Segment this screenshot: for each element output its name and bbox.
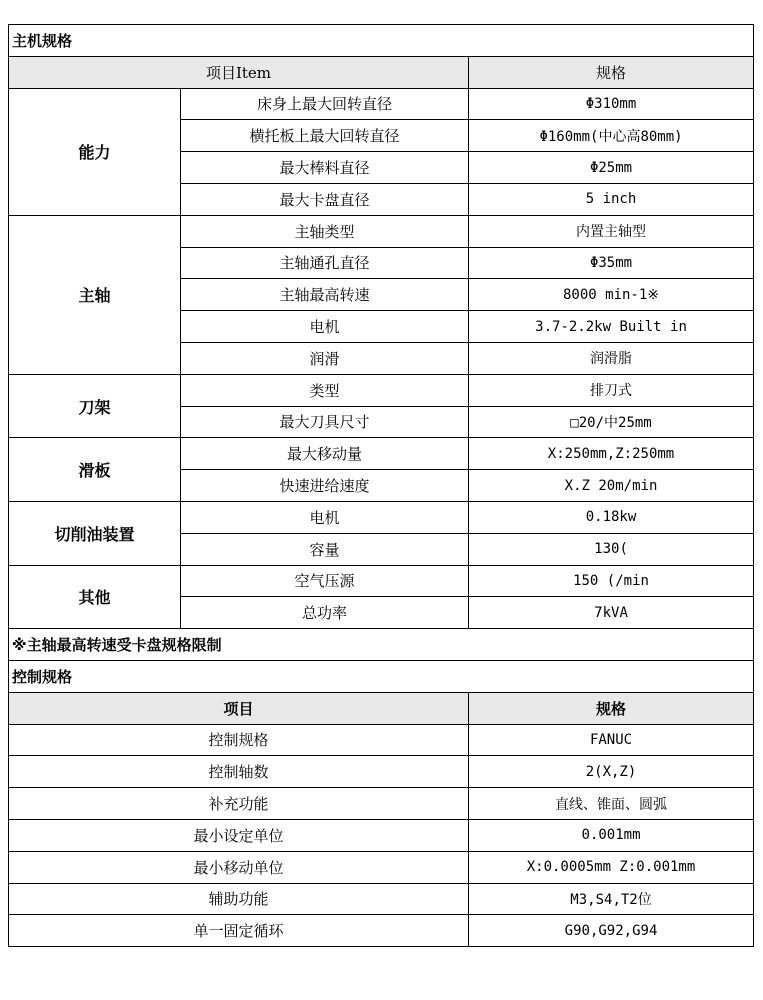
item-cell: 最大刀具尺寸 — [181, 406, 469, 438]
item-cell: 辅助功能 — [9, 883, 469, 915]
category-turret: 刀架 — [9, 374, 181, 438]
item-cell: 空气压源 — [181, 565, 469, 597]
value-cell: 排刀式 — [469, 374, 754, 406]
table-row — [9, 565, 754, 597]
value-cell: 5 inch — [469, 183, 754, 215]
section-row — [9, 25, 754, 57]
item-cell: 最大棒料直径 — [181, 152, 469, 184]
item-cell: 单一固定循环 — [9, 915, 469, 947]
item-cell: 最大卡盘直径 — [181, 183, 469, 215]
value-cell: 2(X,Z) — [469, 756, 754, 788]
item-cell: 类型 — [181, 374, 469, 406]
note-row — [9, 629, 754, 661]
value-cell: Φ310mm — [469, 88, 754, 120]
value-cell: 内置主轴型 — [469, 215, 754, 247]
table-row — [9, 851, 754, 883]
item-cell: 控制轴数 — [9, 756, 469, 788]
value-cell: X:250mm,Z:250mm — [469, 438, 754, 470]
table-row — [9, 819, 754, 851]
category-coolant: 切削油装置 — [9, 501, 181, 565]
value-cell: G90,G92,G94 — [469, 915, 754, 947]
item-cell: 横托板上最大回转直径 — [181, 120, 469, 152]
table-row — [9, 883, 754, 915]
item-cell: 最小移动单位 — [9, 851, 469, 883]
value-cell: FANUC — [469, 724, 754, 756]
value-cell: 润滑脂 — [469, 342, 754, 374]
item-cell: 润滑 — [181, 342, 469, 374]
value-cell: 3.7-2.2kw Built in — [469, 311, 754, 343]
table-row — [9, 88, 754, 120]
value-cell: X.Z 20m/min — [469, 470, 754, 502]
category-capacity: 能力 — [9, 88, 181, 215]
item-cell: 总功率 — [181, 597, 469, 629]
table-row — [9, 915, 754, 947]
item-cell: 主轴最高转速 — [181, 279, 469, 311]
item-cell: 控制规格 — [9, 724, 469, 756]
value-cell: 8000 min-1※ — [469, 279, 754, 311]
footnote: ※主轴最高转速受卡盘规格限制 — [9, 629, 754, 661]
header-spec: 规格 — [469, 56, 754, 88]
spec-table — [8, 24, 754, 947]
header-row — [9, 56, 754, 88]
item-cell: 快速进给速度 — [181, 470, 469, 502]
header-item: 项目Item — [9, 56, 469, 88]
table-row — [9, 501, 754, 533]
table-row — [9, 374, 754, 406]
item-cell: 床身上最大回转直径 — [181, 88, 469, 120]
value-cell: Φ160mm(中心高80mm) — [469, 120, 754, 152]
table-row — [9, 756, 754, 788]
header-spec: 规格 — [469, 692, 754, 724]
item-cell: 电机 — [181, 501, 469, 533]
item-cell: 主轴通孔直径 — [181, 247, 469, 279]
value-cell: □20/中25mm — [469, 406, 754, 438]
value-cell: 直线、锥面、圆弧 — [469, 788, 754, 820]
value-cell: 0.18kw — [469, 501, 754, 533]
table-row — [9, 724, 754, 756]
category-slide: 滑板 — [9, 438, 181, 502]
item-cell: 主轴类型 — [181, 215, 469, 247]
value-cell: Φ25mm — [469, 152, 754, 184]
item-cell: 最小设定单位 — [9, 819, 469, 851]
value-cell: 7kVA — [469, 597, 754, 629]
section-row — [9, 660, 754, 692]
table-row — [9, 215, 754, 247]
item-cell: 电机 — [181, 311, 469, 343]
table-row — [9, 788, 754, 820]
control-section-title: 控制规格 — [9, 660, 754, 692]
table-row — [9, 438, 754, 470]
value-cell: 130( — [469, 533, 754, 565]
value-cell: X:0.0005mm Z:0.001mm — [469, 851, 754, 883]
item-cell: 最大移动量 — [181, 438, 469, 470]
value-cell: M3,S4,T2位 — [469, 883, 754, 915]
header-row — [9, 692, 754, 724]
item-cell: 补充功能 — [9, 788, 469, 820]
header-item: 项目 — [9, 692, 469, 724]
item-cell: 容量 — [181, 533, 469, 565]
category-other: 其他 — [9, 565, 181, 629]
value-cell: Φ35mm — [469, 247, 754, 279]
value-cell: 0.001mm — [469, 819, 754, 851]
category-spindle: 主轴 — [9, 215, 181, 374]
machine-section-title: 主机规格 — [9, 25, 754, 57]
value-cell: 150 (/min — [469, 565, 754, 597]
